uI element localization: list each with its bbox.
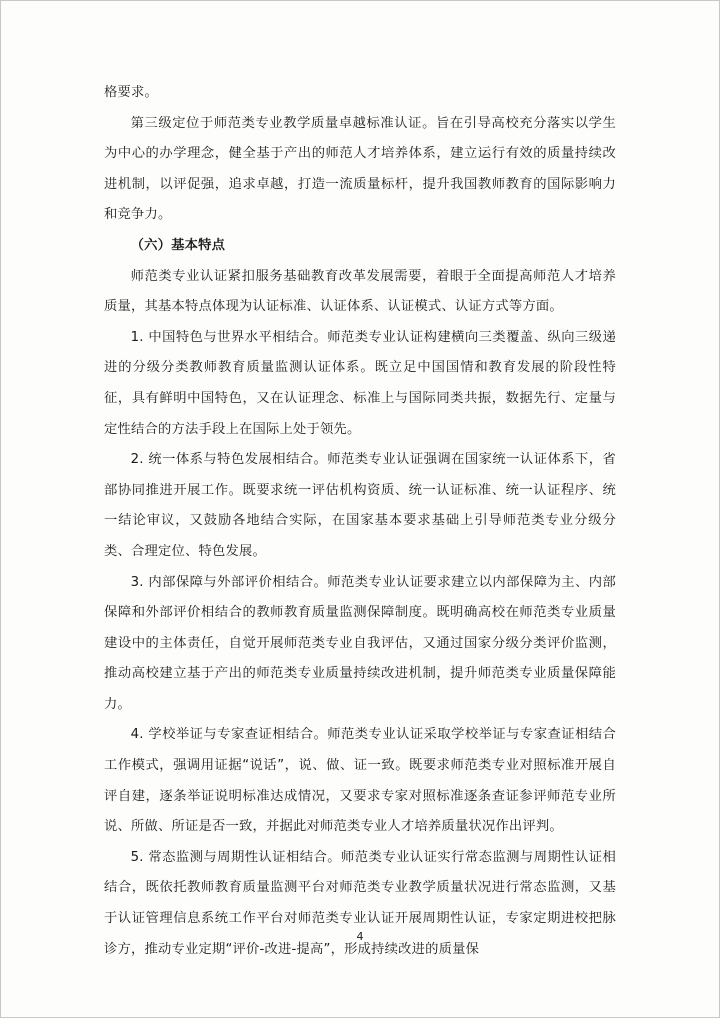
paragraph: 5. 常态监测与周期性认证相结合。师范类专业认证实行常态监测与周期性认证相结合，既依托教师教育质量监测平台对师范类专业教学质量状况进行常态监测，又基于认证管理信息系统工作平台对师范类专业认证开展周期性认证，专家定期进校把脉诊方，推动专业定期“评价-改进-提高”，形成持续改进的质量保 <box>104 849 616 957</box>
paragraph: 1. 中国特色与世界水平相结合。师范类专业认证构建横向三类覆盖、纵向三级递进的分级分类教师教育质量监测认证体系。既立足中国国情和教育发展的阶段性特征，具有鲜明中国特色，又在认证理念、标准上与国际同类共振，数据先行、定量与定性结合的方法手段上在国际上处于领先。 <box>104 329 616 437</box>
paragraph: 3. 内部保障与外部评价相结合。师范类专业认证要求建立以内部保障为主、内部保障和外部评价相结合的教师教育质量监测保障制度。既明确高校在师范类专业质量建设中的主体责任，自觉开展师范类专业自我评估，又通过国家分级分类评价监测，推动高校建立基于产出的师范类专业质量持续改进机制，提升师范类专业质量保障能力。 <box>104 574 616 712</box>
paragraph: 师范类专业认证紧扣服务基础教育改革发展需要，着眼于全面提高师范人才培养质量，其基本特点体现为认证标准、认证体系、认证模式、认证方式等方面。 <box>104 268 616 315</box>
document-body <box>104 78 616 965</box>
paragraph: 第三级定位于师范类专业教学质量卓越标准认证。旨在引导高校充分落实以学生为中心的办学理念，健全基于产出的师范人才培养体系，建立运行有效的质量持续改进机制，以评促强，追求卓越，打造一流质量标杆，提升我国教师教育的国际影响力和竞争力。 <box>104 115 616 223</box>
paragraph: 格要求。 <box>104 85 158 100</box>
page-number: 4 <box>356 930 364 943</box>
section-heading: （六）基本特点 <box>130 237 226 253</box>
paragraph: 4. 学校举证与专家查证相结合。师范类专业认证采取学校举证与专家查证相结合工作模式，强调用证据“说话”，说、做、证一致。既要求师范类专业对照标准开展自评自建，逐条举证说明标准达成情况，又要求专家对照标准逐条查证参评师范专业所说、所做、所证是否一致，并据此对师范类专业人才培养质量状况作出评判。 <box>104 727 616 835</box>
paragraph: 2. 统一体系与特色发展相结合。师范类专业认证强调在国家统一认证体系下，省部协同推进开展工作。既要求统一评估机构资质、统一认证标准、统一认证程序、统一结论审议，又鼓励各地结合实际，在国家基本要求基础上引导师范类专业分级分类、合理定位、特色发展。 <box>104 452 616 559</box>
